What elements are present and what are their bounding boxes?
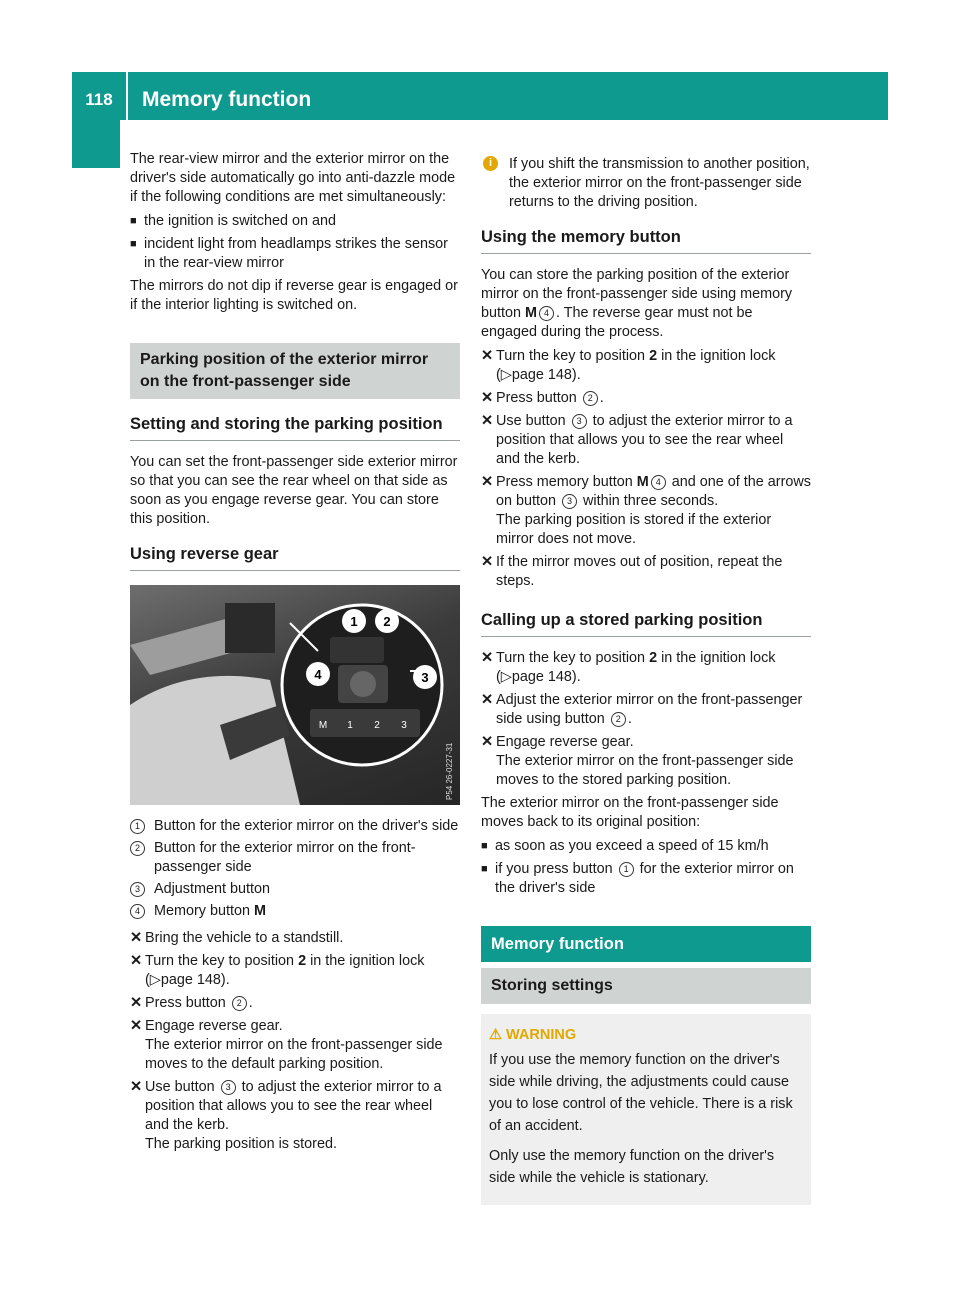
figure-button-2: 2 xyxy=(374,720,380,731)
step-item: ✕ Turn the key to position 2 in the ignition lock (▷page 148). xyxy=(481,650,776,685)
step-item: ✕ Press memory button M 4 and one of the arrows on button 3 within three seconds. The parking position is stored if the exterior mirror does not move. xyxy=(481,474,811,547)
step-arrow-icon: ✕ xyxy=(481,390,494,406)
legend-item-3: 3 Adjustment button xyxy=(130,880,460,899)
figure-label-4: 4 xyxy=(314,667,322,682)
step-arrow-icon: ✕ xyxy=(481,650,494,666)
step-arrow-icon: ✕ xyxy=(130,930,143,946)
warning-header: ⚠ WARNING xyxy=(489,1027,577,1043)
figure-button-1: 1 xyxy=(347,720,353,731)
legend-item-4: 4 Memory button M xyxy=(130,902,460,921)
page-ref-icon: ▷ xyxy=(500,367,512,383)
step-arrow-icon: ✕ xyxy=(481,554,494,570)
warning-text: If you use the memory function on the driver's side while driving, the adjustments could cause you to lose control of the vehicle. There is a risk of an accident. xyxy=(489,1052,793,1134)
page-ref-icon: ▷ xyxy=(149,972,161,988)
step-arrow-icon: ✕ xyxy=(130,953,143,969)
figure-button-m: M xyxy=(318,720,328,731)
list-item: ■ incident light from headlamps strikes the sensor in the rear-view mirror xyxy=(130,236,448,271)
memory-paragraph: You can store the parking position of the exterior mirror on the front-passenger side using memory button M 4 . The reverse gear must not be engaged during the process. xyxy=(481,267,793,340)
bullet-marker: ■ xyxy=(481,840,488,852)
step-arrow-icon: ✕ xyxy=(481,413,494,429)
bullet-marker: ■ xyxy=(130,215,137,227)
page-title: Memory function xyxy=(142,88,312,111)
info-icon: i xyxy=(483,156,498,171)
legend-item-2: 2 Button for the exterior mirror on the front-passenger side xyxy=(130,839,460,877)
dip-paragraph: The mirrors do not dip if reverse gear is engaged or if the interior lighting is switched on. xyxy=(130,278,458,313)
step-arrow-icon: ✕ xyxy=(130,1018,143,1034)
side-chapter-title: Seats, steering wheel and mirrors xyxy=(85,835,106,1140)
page-ref-icon: ▷ xyxy=(500,669,512,685)
section-heading: Parking position of the exterior mirror on the front-passenger side xyxy=(130,343,460,399)
section-heading-storing: Storing settings xyxy=(481,968,811,1004)
warning-box xyxy=(481,1014,811,1205)
step-item: ✕ Engage reverse gear. The exterior mirror on the front-passenger side moves to the default parking position. xyxy=(130,1018,443,1072)
step-item: ✕ Use button 3 to adjust the exterior mirror to a position that allows you to see the rear wheel and the kerb. xyxy=(481,413,793,467)
subheading-reverse: Using reverse gear xyxy=(130,545,460,571)
step-item: ✕ Adjust the exterior mirror on the front-passenger side using button 2 . xyxy=(481,692,803,727)
figure-code: P54 26-0227-31 xyxy=(445,742,454,800)
step-arrow-icon: ✕ xyxy=(130,995,143,1011)
step-arrow-icon: ✕ xyxy=(481,692,494,708)
step-item: ✕ Press button 2 . xyxy=(481,390,604,406)
warning-advice: Only use the memory function on the driver's side while the vehicle is stationary. xyxy=(489,1148,775,1186)
step-arrow-icon: ✕ xyxy=(481,348,494,364)
step-item: ✕ Turn the key to position 2 in the ignition lock (▷page 148). xyxy=(481,348,776,383)
bullet-marker: ■ xyxy=(481,863,488,875)
step-item: ✕ Use button 3 to adjust the exterior mirror to a position that allows you to see the rear wheel and the kerb. The parking position is stored. xyxy=(130,1079,442,1152)
page-number: 118 xyxy=(85,90,113,109)
figure-label-1: 1 xyxy=(350,614,358,629)
step-item: ✕ Turn the key to position 2 in the ignition lock (▷page 148). xyxy=(130,953,425,988)
door-panel-illustration xyxy=(130,585,460,805)
legend-item-1: 1 Button for the exterior mirror on the driver's side xyxy=(130,817,460,836)
warning-triangle-icon: ⚠ xyxy=(489,1027,507,1043)
figure-label-3: 3 xyxy=(421,670,429,685)
list-item: ■ as soon as you exceed a speed of 15 km/h xyxy=(481,838,769,854)
setting-paragraph: You can set the front-passenger side exterior mirror so that you can see the rear wheel on that side as soon as you engage reverse gear. You can store this position. xyxy=(130,454,458,527)
step-arrow-icon: ✕ xyxy=(481,734,494,750)
right-column xyxy=(481,155,811,1205)
step-item: ✕ Press button 2 . xyxy=(130,995,253,1011)
step-item: ✕ If the mirror moves out of position, repeat the steps. xyxy=(481,554,783,589)
step-item: ✕ Bring the vehicle to a standstill. xyxy=(130,930,344,946)
subheading-calling: Calling up a stored parking position xyxy=(481,611,811,637)
info-note: i If you shift the transmission to another position, the exterior mirror on the front-passenger side returns to the driving position. xyxy=(481,155,811,212)
list-item: ■ the ignition is switched on and xyxy=(130,213,336,229)
return-paragraph: The exterior mirror on the front-passenger side moves back to its original position: xyxy=(481,795,779,830)
list-item: ■ if you press button 1 for the exterior mirror on the driver's side xyxy=(481,861,794,896)
page-ref-link[interactable]: page 148). xyxy=(511,669,581,685)
subheading-memory-button: Using the memory button xyxy=(481,228,811,254)
step-arrow-icon: ✕ xyxy=(481,474,494,490)
door-panel-figure xyxy=(130,585,460,805)
intro-paragraph: The rear-view mirror and the exterior mirror on the driver's side automatically go into anti-dazzle mode if the following conditions are met simultaneously: xyxy=(130,151,456,205)
figure-label-2: 2 xyxy=(383,614,391,629)
page-ref-link[interactable]: page 148). xyxy=(511,367,581,383)
step-arrow-icon: ✕ xyxy=(130,1079,143,1095)
step-item: ✕ Engage reverse gear. The exterior mirror on the front-passenger side moves to the stored parking position. xyxy=(481,734,794,788)
bullet-marker: ■ xyxy=(130,238,137,250)
figure-button-3: 3 xyxy=(401,720,407,731)
left-column xyxy=(130,150,460,1158)
page-ref-link[interactable]: page 148). xyxy=(160,972,230,988)
section-heading-memory: Memory function xyxy=(481,926,811,962)
subheading-setting: Setting and storing the parking position xyxy=(130,415,460,441)
header-divider xyxy=(126,72,128,120)
